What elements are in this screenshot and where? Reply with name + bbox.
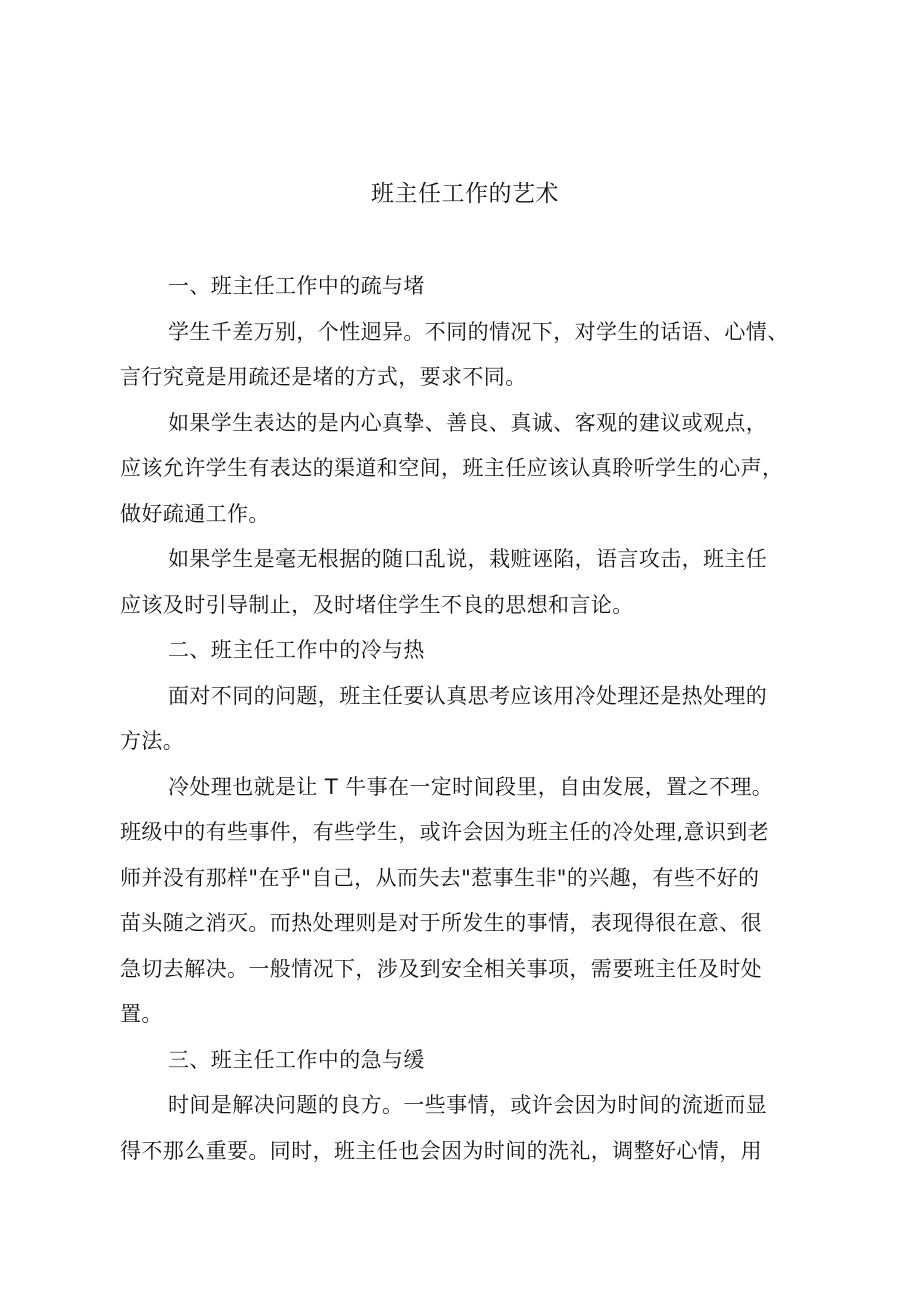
document-title: 班主任工作的艺术 <box>371 181 559 207</box>
text-line: 面对不同的问题，班主任要认真思考应该用冷处理还是热处理的 <box>168 683 768 708</box>
text-line: 三、班主任工作中的急与缓 <box>168 1047 425 1072</box>
text-line: 一、班主任工作中的疏与堵 <box>168 274 425 298</box>
text-line: 言行究竟是用疏还是堵的方式，要求不同。 <box>120 365 527 389</box>
text-line: 置。 <box>120 1002 163 1026</box>
text-line: 班级中的有些事件，有些学生，或许会因为班主任的冷处理,意识到老 <box>120 820 770 844</box>
text-line: 如果学生表达的是内心真挚、善良、真诚、客观的建议或观点， <box>168 410 768 435</box>
text-line: 应该及时引导制止，及时堵住学生不良的思想和言论。 <box>120 592 634 617</box>
text-line: 得不那么重要。同时，班主任也会因为时间的洗礼，调整好心情，用 <box>120 1138 762 1163</box>
text-line: 急切去解决。一般情况下，涉及到安全相关事项，需要班主任及时处 <box>120 956 762 981</box>
text-line: 做好疏通工作。 <box>120 501 270 526</box>
text-line: 如果学生是毫无根据的随口乱说，栽赃诬陷，语言攻击，班主任 <box>168 547 768 571</box>
text-line: 师并没有那样"在乎"自己，从而失去"惹事生非"的兴趣，有些不好的 <box>120 865 760 890</box>
text-line: 方法。 <box>120 729 185 753</box>
text-line: 冷处理也就是让 T 牛事在一定时间段里，自由发展，置之不理。 <box>168 774 774 799</box>
text-line: 苗头随之消灭。而热处理则是对于所发生的事情，表现得很在意、很 <box>120 911 762 935</box>
text-line: 学生千差万别，个性迥异。不同的情况下，对学生的话语、心情、 <box>168 319 789 344</box>
text-line: 时间是解决问题的良方。一些事情，或许会因为时间的流逝而显 <box>168 1093 768 1117</box>
text-line: 二、班主任工作中的冷与热 <box>168 638 425 662</box>
text-line: 应该允许学生有表达的渠道和空间，班主任应该认真聆听学生的心声， <box>120 456 784 480</box>
document-body <box>120 264 824 1174</box>
